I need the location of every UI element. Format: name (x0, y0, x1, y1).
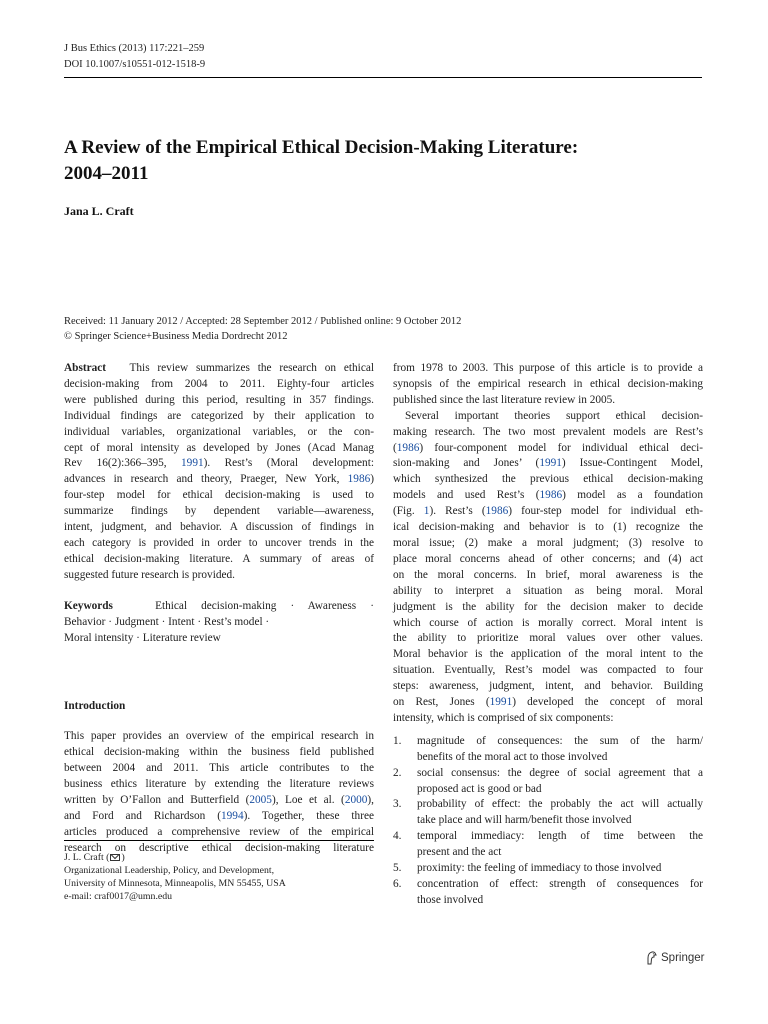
keywords-line: Keywords Ethical decision-making · Awareness · (64, 599, 374, 612)
header-rule (64, 77, 702, 78)
body-line: place moral concerns ahead of other concerns; and (4) act (393, 552, 703, 565)
citation-link[interactable]: 1991 (539, 457, 562, 470)
citation-link[interactable]: 2005 (249, 794, 272, 807)
author-name: Jana L. Craft (64, 204, 134, 218)
copyright-line: © Springer Science+Business Media Dordrecht 2012 (64, 331, 288, 342)
list-line: social consensus: the degree of social agreement that a (417, 766, 703, 779)
list-item (393, 766, 703, 798)
body-line: from 1978 to 2003. This purpose of this article is to provide a (393, 362, 703, 374)
list-line: proposed act is good or bad (417, 782, 542, 795)
abstract-label: Abstract (64, 362, 107, 374)
list-number: 2. (393, 766, 402, 779)
abstract-line: Rev 16(2):366–395, 1991). Rest’s (Moral development: (64, 457, 374, 470)
article-title-line1: A Review of the Empirical Ethical Decision-Making Literature: (64, 137, 579, 158)
list-line: take place and will harm/benefit those involved (417, 814, 632, 827)
list-line: present and the act (417, 846, 502, 859)
dates-line: Received: 11 January 2012 / Accepted: 28 September 2012 / Published online: 9 October 2012 (64, 316, 462, 327)
body-line: steps: awareness, judgment, intent, and behavior. Building (393, 680, 703, 693)
publication-dates (64, 314, 461, 344)
journal-header (64, 41, 205, 73)
abstract-line: individual variables, organizational variables, or the con- (64, 425, 374, 438)
list-number: 6. (393, 878, 402, 890)
journal-citation: J Bus Ethics (2013) 117:221–259 (64, 43, 205, 54)
abstract-line: Individual findings are categorized by their application to (64, 409, 374, 422)
keywords-line: Moral intensity · Literature review (64, 631, 221, 644)
keywords-label: Keywords (64, 599, 113, 612)
body-line: the ability to prioritize moral values over other values. (393, 632, 703, 645)
citation-link[interactable]: 1991 (181, 457, 204, 470)
introduction-paragraph (64, 729, 374, 856)
body-line: on the moral concerns. In brief, moral awareness is the (393, 568, 703, 581)
article-title-line2: 2004–2011 (64, 163, 149, 184)
body-line: ability to interpret a situation as being moral. Moral (393, 584, 703, 597)
abstract-line: four-step model for ethical decision-making is used to (64, 489, 374, 502)
abstract-line: advances in research and theory, Praeger, New York, 1986) (64, 473, 374, 486)
body-line: This paper provides an overview of the empirical research in (64, 730, 374, 743)
body-line: making research. The two most prevalent models are Rest’s (393, 425, 703, 438)
body-line: judgment is the ability for the decision maker to decide (393, 600, 703, 613)
keywords (64, 599, 374, 647)
list-item (393, 829, 703, 861)
body-line: Moral behavior is the application of the moral intent to the (393, 648, 703, 661)
spacer (64, 646, 374, 698)
list-line: probability of effect: the probably the act will actually (417, 798, 703, 811)
body-line: between 2004 and 2011. This article contributes to the (64, 762, 374, 775)
abstract-line: suggested future research is provided. (64, 568, 235, 581)
body-line: moral issue; (2) make a moral judgment; (3) resolve to (393, 536, 703, 549)
spacer (64, 714, 374, 729)
abstract-line: decision-making from 2004 to 2011. Eighty-four articles (64, 377, 374, 390)
list-item (393, 734, 703, 766)
abstract-line: ethical decision-making literature. A summary of areas of (64, 552, 374, 565)
list-line: concentration of effect: strength of consequences for (417, 878, 703, 890)
body-line: sion-making and Jones’ (1991) Issue-Contingent Model, (393, 457, 703, 470)
affiliation-line: Organizational Leadership, Policy, and Development, (64, 865, 275, 876)
envelope-icon[interactable] (110, 854, 120, 861)
body-line: ethical decision-making within the business field published (64, 746, 374, 759)
author-affiliation (64, 840, 374, 903)
publisher-mark (646, 950, 704, 965)
list-line: magnitude of consequences: the sum of the harm/ (417, 734, 703, 747)
citation-link[interactable]: 1986 (396, 441, 420, 454)
body-paragraph (393, 409, 703, 727)
doi[interactable]: DOI 10.1007/s10551-012-1518-9 (64, 59, 206, 70)
body-line: written by O’Fallon and Butterfield (2005), Loe et al. (2000), (64, 794, 374, 807)
citation-link[interactable]: 1986 (485, 505, 509, 518)
list-line: benefits of the moral act to those involved (417, 750, 608, 763)
body-line: situation. Eventually, Rest’s model was compacted to four (393, 664, 703, 677)
abstract-line: cept of moral intensity as developed by Jones (Acad Manag (64, 441, 374, 454)
abstract-line: intent, judgment, and behavior. A discussion of findings in (64, 521, 374, 534)
figure-link[interactable]: 1 (423, 505, 430, 518)
section-heading-introduction: Introduction (64, 700, 126, 713)
moral-intensity-list (393, 734, 703, 909)
body-line: which synthesized the previous ethical decision-making (393, 473, 703, 486)
list-item (393, 861, 703, 877)
body-line: Several important theories support ethical decision- (405, 409, 703, 422)
springer-horse-icon (646, 950, 657, 965)
body-line: research on descriptive ethical decision-making literature (64, 841, 374, 854)
spacer (64, 584, 374, 599)
citation-link[interactable]: 1991 (489, 696, 513, 709)
body-line: ical decision-making and behavior is to (1) recognize the (393, 521, 703, 534)
body-line: and Ford and Richardson (1994). Together, these three (64, 809, 374, 822)
body-line: synopsis of the empirical research in ethical decision-making (393, 377, 703, 390)
body-line: (1986) four-component model for individual ethical deci- (393, 441, 703, 454)
body-line: business ethics literature by extending the literature reviews (64, 778, 374, 791)
body-line: models and used Rest’s (1986) model as a foundation (393, 489, 703, 502)
abstract (64, 361, 374, 584)
affiliation-name: J. L. Craft ( ) (64, 852, 125, 863)
body-line: published since the last literature review in 2005. (393, 393, 616, 406)
abstract-line: summarize findings by dependent variable—awareness, (64, 505, 374, 518)
article-title (64, 135, 704, 187)
body-line: articles produced a comprehensive review of the empirical (64, 825, 374, 838)
citation-link[interactable]: 1986 (347, 473, 371, 486)
right-column (393, 361, 703, 909)
list-item (393, 877, 703, 909)
list-line: proximity: the feeling of immediacy to those involved (417, 862, 662, 875)
list-number: 4. (393, 830, 402, 843)
body-line: on Rest, Jones (1991) developed the concept of moral (393, 696, 704, 709)
citation-link[interactable]: 1986 (539, 489, 563, 502)
citation-link[interactable]: 1994 (221, 809, 244, 822)
abstract-line: each category is provided in order to uncover trends in the (64, 536, 374, 549)
citation-link[interactable]: 2000 (344, 794, 368, 807)
body-paragraph (393, 361, 703, 409)
abstract-line: Abstract This review summarizes the research on ethical (64, 362, 374, 374)
body-line: which course of action is morally correct. Moral intent is (393, 616, 703, 629)
list-item (393, 797, 703, 829)
list-number: 1. (393, 734, 402, 747)
abstract-line: were published during this period, resulting in 357 findings. (64, 393, 374, 406)
body-line: (Fig. 1). Rest’s (1986) four-step model for individual eth- (393, 505, 703, 518)
left-column (64, 361, 374, 857)
list-line: temporal immediacy: length of time between the (417, 830, 703, 843)
list-number: 3. (393, 798, 402, 811)
publisher-name: Springer (661, 951, 705, 964)
list-number: 5. (393, 862, 402, 875)
affiliation-line: University of Minnesota, Minneapolis, MN 55455, USA (64, 878, 286, 889)
affiliation-email[interactable]: e-mail: craf0017@umn.edu (64, 891, 173, 902)
keywords-line: Behavior · Judgment · Intent · Rest’s model · (64, 615, 270, 628)
body-line: intensity, which is comprised of six components: (393, 711, 614, 724)
list-line: those involved (417, 893, 484, 906)
